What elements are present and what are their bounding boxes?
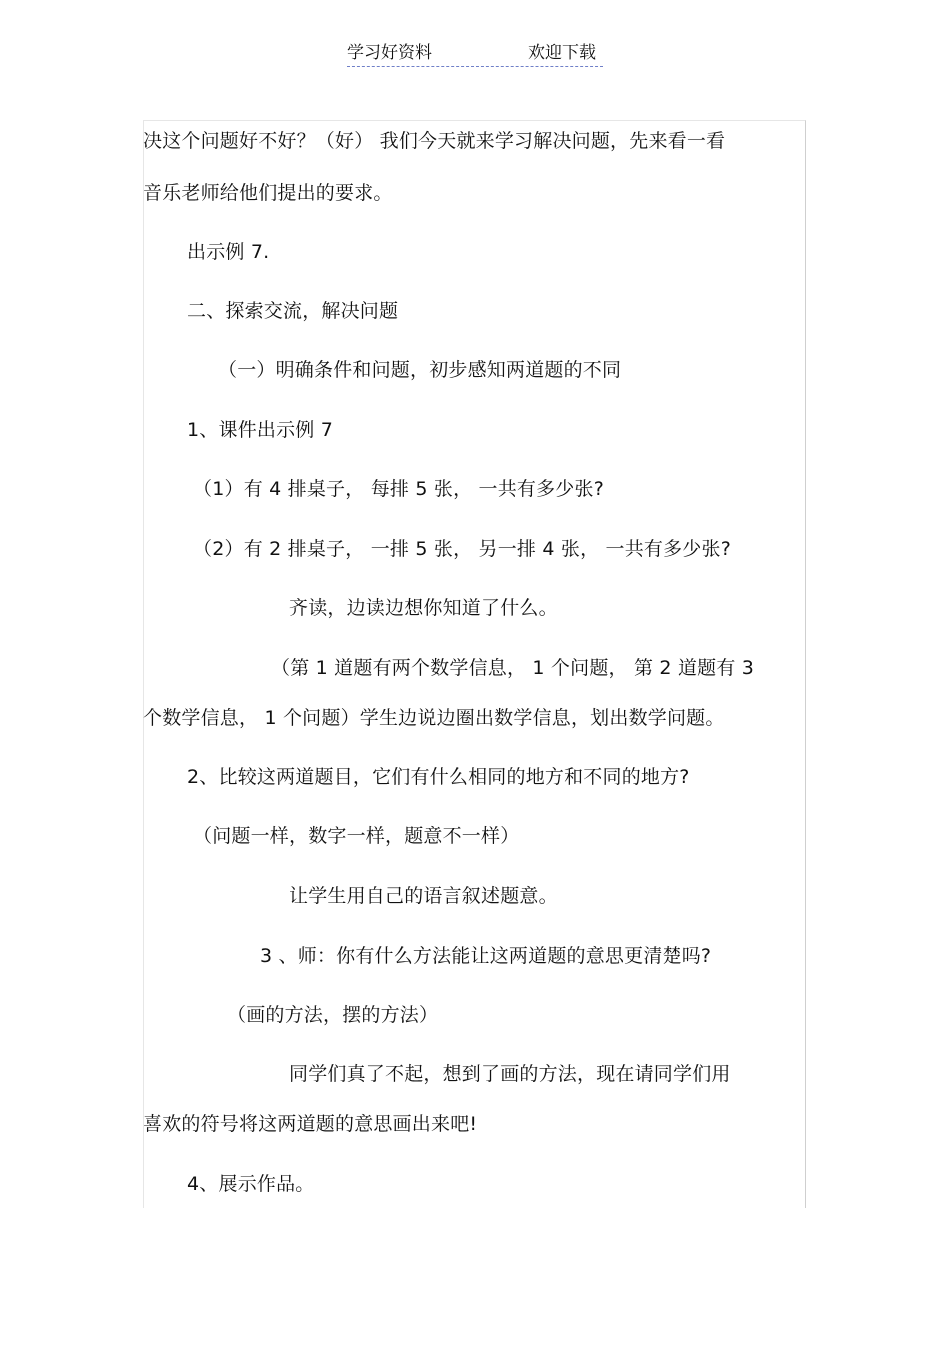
- text-line: （问题一样，数字一样，题意不一样）: [193, 825, 520, 847]
- page-header: [347, 42, 603, 67]
- text-line: 音乐老师给他们提出的要求。: [143, 182, 393, 204]
- text-line: （画的方法，摆的方法）: [227, 1004, 439, 1026]
- text-line: 决这个问题好不好？（好） 我们今天就来学习解决问题，先来看一看: [143, 130, 726, 152]
- text-line: 齐读，边读边想你知道了什么。: [289, 597, 558, 619]
- problem-2: （2）有 2 排桌子， 一排 5 张， 另一排 4 张， 一共有多少张?: [193, 538, 731, 560]
- text-line: （第 1 道题有两个数学信息， 1 个问题， 第 2 道题有 3: [271, 657, 755, 679]
- header-left-text: 学习好资料: [347, 43, 432, 63]
- text-line: 个数学信息， 1 个问题）学生边说边圈出数学信息，划出数学问题。: [143, 707, 725, 729]
- text-line: 出示例 7.: [187, 241, 270, 263]
- section-heading: 二、探索交流，解决问题: [187, 300, 399, 322]
- subsection-heading: （一）明确条件和问题，初步感知两道题的不同: [218, 359, 622, 381]
- header-right-text: 欢迎下载: [528, 43, 596, 63]
- text-line: 3 、师：你有什么方法能让这两道题的意思更清楚吗?: [260, 945, 712, 967]
- text-line: 1、课件出示例 7: [187, 419, 334, 441]
- text-line: 4、展示作品。: [187, 1173, 315, 1195]
- problem-1: （1）有 4 排桌子， 每排 5 张， 一共有多少张?: [193, 478, 604, 500]
- text-line: 喜欢的符号将这两道题的意思画出来吧!: [143, 1113, 478, 1135]
- text-line: 让学生用自己的语言叙述题意。: [289, 885, 558, 907]
- text-line: 2、比较这两道题目，它们有什么相同的地方和不同的地方?: [187, 766, 690, 788]
- text-line: 同学们真了不起，想到了画的方法，现在请同学们用: [289, 1063, 731, 1085]
